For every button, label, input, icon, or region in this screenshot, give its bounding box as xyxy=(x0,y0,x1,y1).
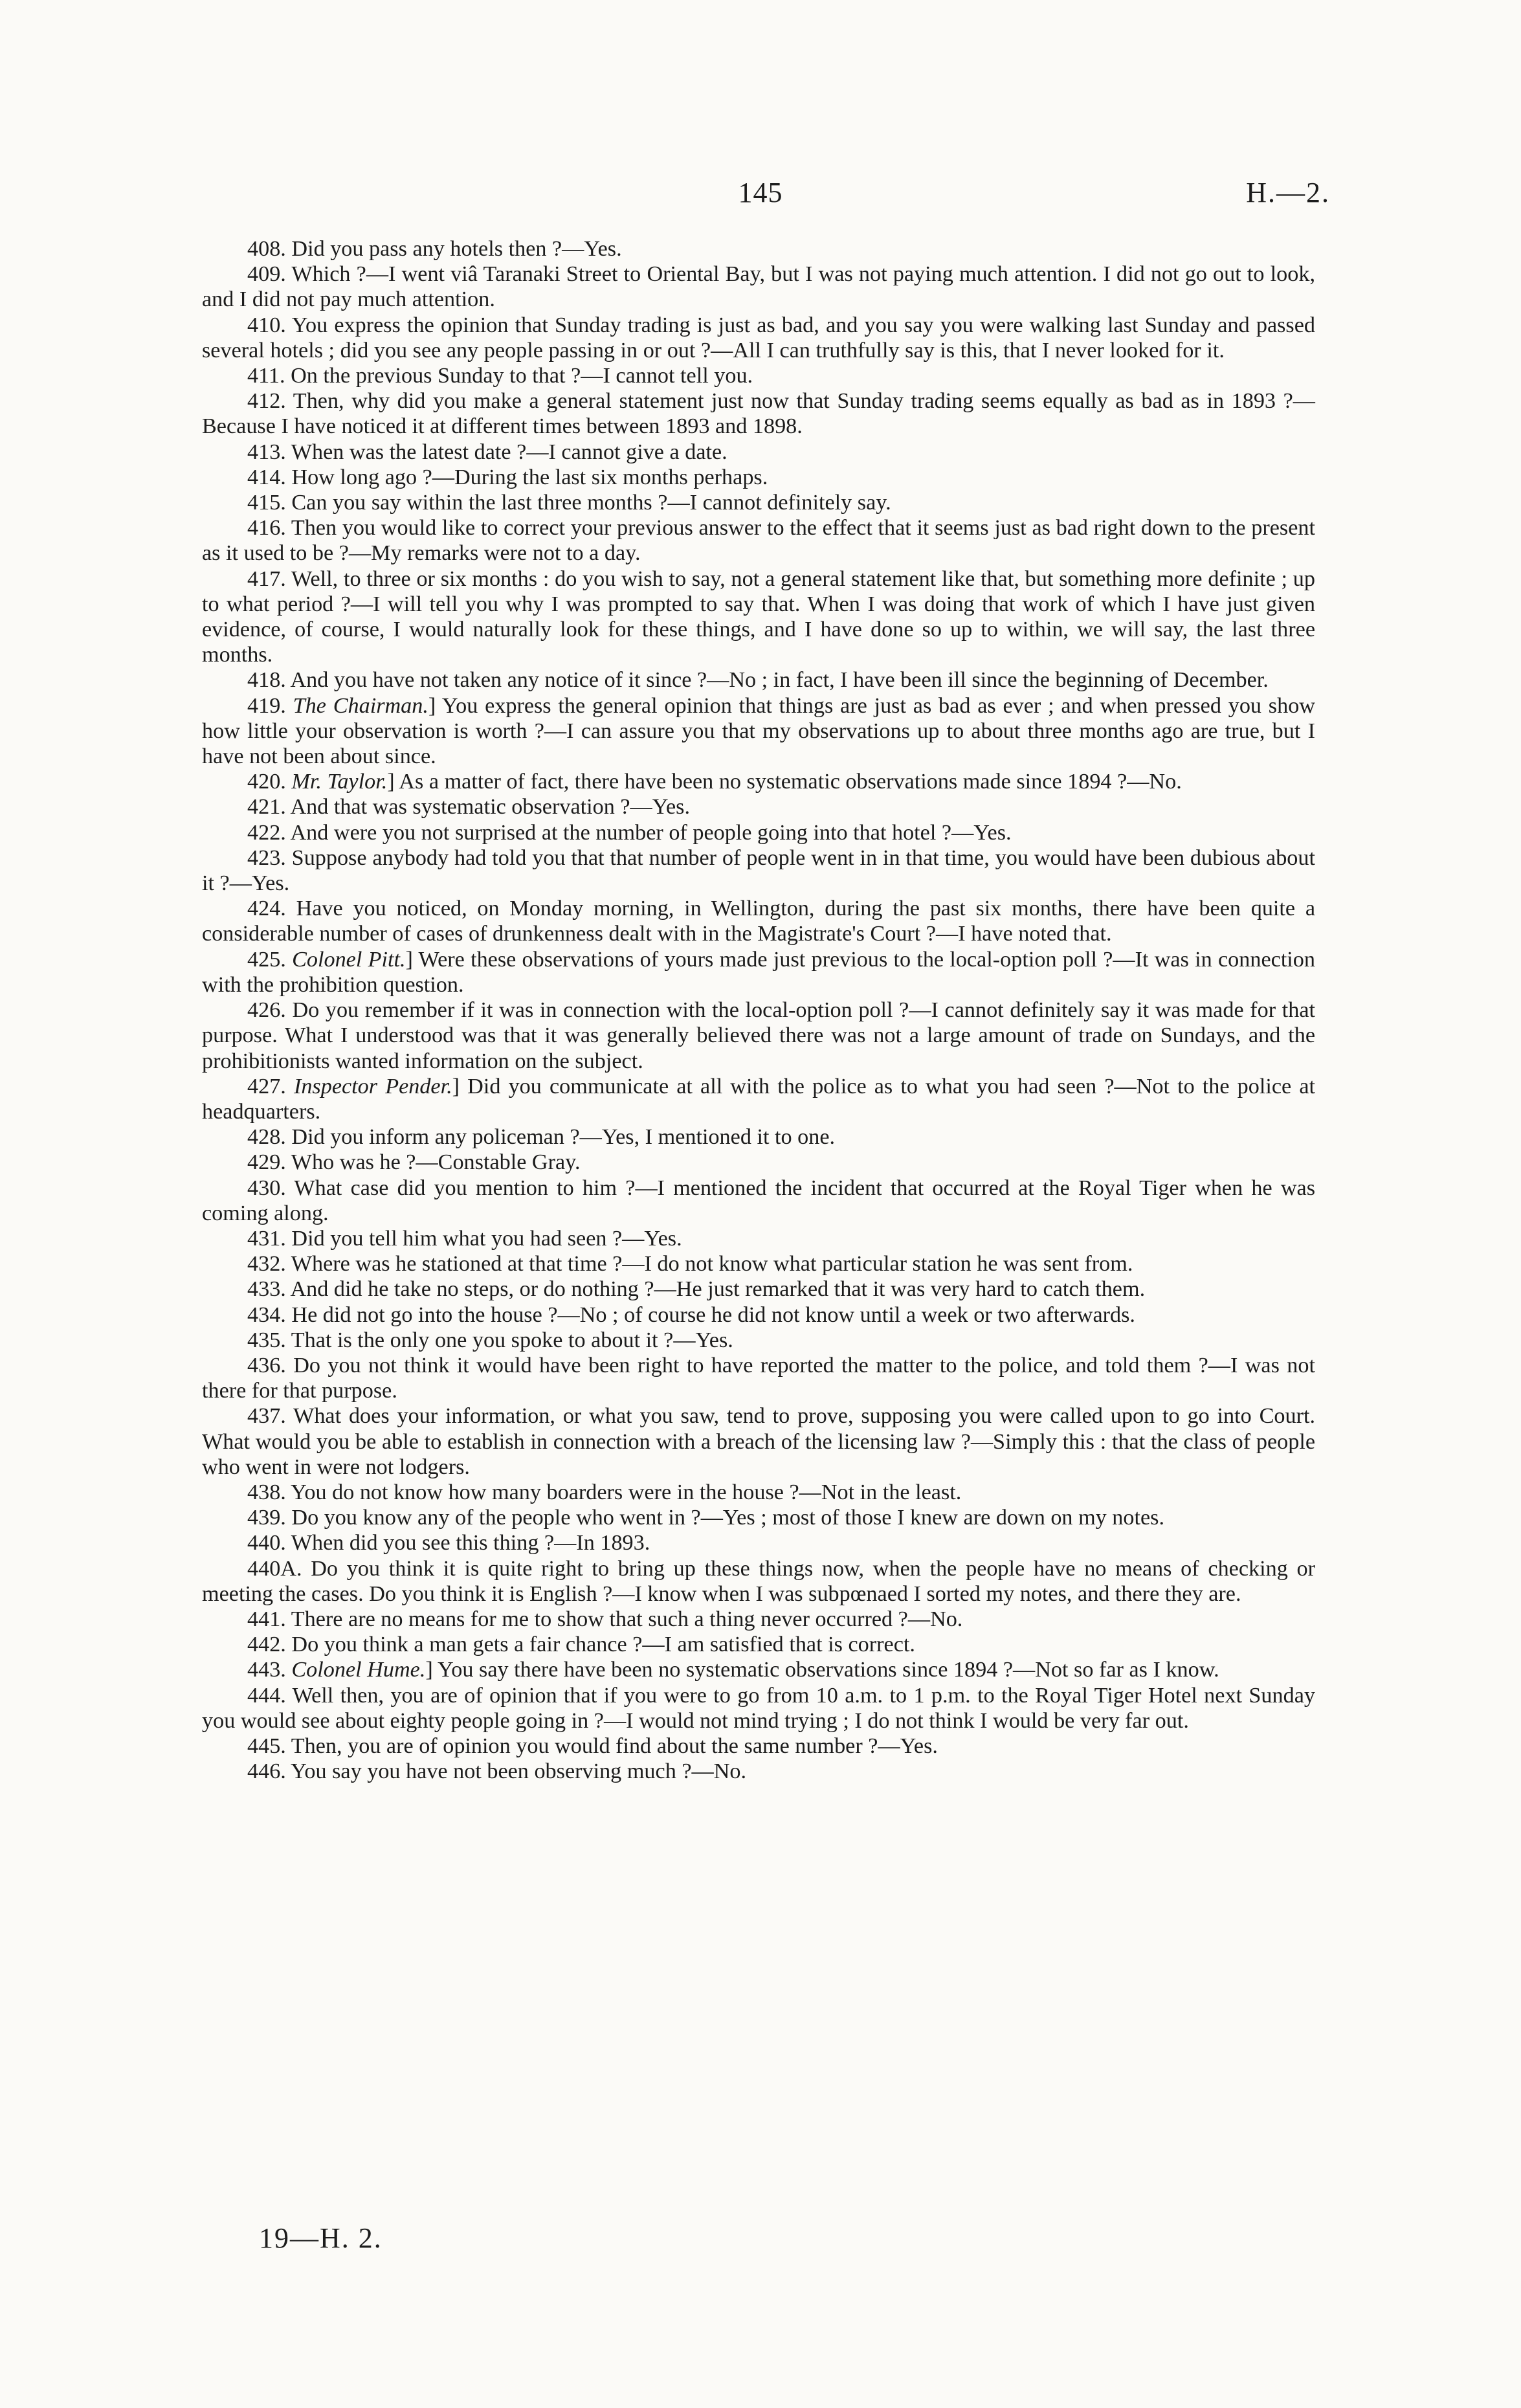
question-paragraph: 418. And you have not taken any notice of it since ?—No ; in fact, I have been ill since the beginning of December. xyxy=(247,668,1269,693)
question-paragraph: 432. Where was he stationed at that time ?—I do not know what particular station he was sent from. xyxy=(247,1252,1133,1276)
question-paragraph: 438. You do not know how many boarders were in the house ?—Not in the least. xyxy=(247,1480,962,1504)
question-paragraph: 412. Then, why did you make a general statement just now that Sunday trading seems equally as bad as in 1893 ?—Because I have noticed it at different times between 1893 and 1898. xyxy=(202,389,1315,439)
question-paragraph: 424. Have you noticed, on Monday morning, in Wellington, during the past six months, there have been quite a considerable number of cases of drunkenness dealt with in the Magistrate's Court ?—I have noted that. xyxy=(202,897,1315,946)
question-paragraph: 430. What case did you mention to him ?—I mentioned the incident that occurred at the Royal Tiger when he was coming along. xyxy=(202,1176,1315,1225)
sheet-signature: 19—H. 2. xyxy=(259,2222,383,2254)
question-paragraph: 435. That is the only one you spoke to about it ?—Yes. xyxy=(247,1328,733,1352)
speaker-name: Colonel Pitt. xyxy=(292,947,406,972)
question-paragraph: 422. And were you not surprised at the number of people going into that hotel ?—Yes. xyxy=(247,820,1012,845)
speaker-name: The Chairman. xyxy=(293,693,428,718)
question-paragraph: 443. Colonel Hume.] You say there have been no systematic observations since 1894 ?—Not so far as I know. xyxy=(247,1658,1219,1682)
question-paragraph: 431. Did you tell him what you had seen ?—Yes. xyxy=(247,1226,682,1251)
question-paragraph: 436. Do you not think it would have been right to have reported the matter to the police, and told them ?—I was not there for that purpose. xyxy=(202,1353,1315,1403)
question-paragraph: 444. Well then, you are of opinion that if you were to go from 10 a.m. to 1 p.m. to the Royal Tiger Hotel next Sunday you would see about eighty people going in ?—I would not mind trying ; I do not think I would be very far out. xyxy=(202,1683,1315,1733)
question-paragraph: 445. Then, you are of opinion you would find about the same number ?—Yes. xyxy=(247,1734,938,1758)
question-paragraph: 423. Suppose anybody had told you that that number of people went in in that time, you would have been dubious about it ?—Yes. xyxy=(202,845,1315,896)
question-paragraph: 440. When did you see this thing ?—In 1893. xyxy=(247,1531,650,1555)
question-paragraph: 414. How long ago ?—During the last six months perhaps. xyxy=(247,465,768,489)
page-number: 145 xyxy=(738,177,783,208)
question-paragraph: 427. Inspector Pender.] Did you communicate at all with the police as to what you had seen ?—Not to the police at headquarters. xyxy=(202,1074,1315,1124)
question-paragraph: 428. Did you inform any policeman ?—Yes, I mentioned it to one. xyxy=(247,1125,836,1150)
question-paragraph: 408. Did you pass any hotels then ?—Yes. xyxy=(247,237,622,261)
question-paragraph: 440A. Do you think it is quite right to bring up these things now, when the people have no means of checking or meeting the cases. Do you think it is English ?—I know when I was subpœnaed I sorted my notes, and there they are. xyxy=(202,1556,1315,1606)
question-paragraph: 429. Who was he ?—Constable Gray. xyxy=(247,1150,581,1175)
speaker-name: Colonel Hume. xyxy=(291,1658,426,1682)
question-paragraph: 419. The Chairman.] You express the general opinion that things are just as bad as ever ; and when pressed you show how little your observation is worth ?—I can assure you that my observations up to about three months ago are true, but I have not been about since. xyxy=(202,693,1315,769)
question-paragraph: 437. What does your information, or what you saw, tend to prove, supposing you were called upon to go into Court. What would you be able to establish in connection with a breach of the licensing law ?—Simply this : that the class of people who went in were not lodgers. xyxy=(202,1404,1315,1479)
speaker-name: Mr. Taylor. xyxy=(291,770,388,794)
question-paragraph: 411. On the previous Sunday to that ?—I cannot tell you. xyxy=(247,364,753,388)
question-paragraph: 425. Colonel Pitt.] Were these observations of yours made just previous to the local-option poll ?—It was in connection with the prohibition question. xyxy=(202,947,1315,997)
evidence-text xyxy=(202,236,1315,1784)
question-paragraph: 410. You express the opinion that Sunday trading is just as bad, and you say you were walking last Sunday and passed several hotels ; did you see any people passing in or out ?—All I can truthfully say is this, that I never looked for it. xyxy=(202,313,1315,362)
question-paragraph: 417. Well, to three or six months : do you wish to say, not a general statement like that, but something more definite ; up to what period ?—I will tell you why I was prompted to say that. When I was doing that work of which I have just given evidence, of course, I would naturally look for these things, and I have done so up to within, we will say, the last three months. xyxy=(202,566,1315,667)
question-paragraph: 416. Then you would like to correct your previous answer to the effect that it seems just as bad right down to the present as it used to be ?—My remarks were not to a day. xyxy=(202,516,1315,566)
question-paragraph: 413. When was the latest date ?—I cannot give a date. xyxy=(247,440,727,464)
question-paragraph: 409. Which ?—I went viâ Taranaki Street to Oriental Bay, but I was not paying much attention. I did not go out to look, and I did not pay much attention. xyxy=(202,262,1315,312)
question-paragraph: 433. And did he take no steps, or do nothing ?—He just remarked that it was very hard to catch them. xyxy=(247,1277,1146,1302)
question-paragraph: 446. You say you have not been observing much ?—No. xyxy=(247,1759,747,1784)
question-paragraph: 439. Do you know any of the people who went in ?—Yes ; most of those I knew are down on my notes. xyxy=(247,1506,1165,1530)
question-paragraph: 426. Do you remember if it was in connection with the local-option poll ?—I cannot definitely say it was made for that purpose. What I understood was that it was generally believed there was not a large amount of trade on Sundays, and the prohibitionists wanted information on the subject. xyxy=(202,998,1315,1073)
speaker-name: Inspector Pender. xyxy=(293,1074,452,1098)
question-paragraph: 420. Mr. Taylor.] As a matter of fact, there have been no systematic observations made since 1894 ?—No. xyxy=(247,770,1182,794)
question-paragraph: 421. And that was systematic observation ?—Yes. xyxy=(247,795,690,819)
question-paragraph: 415. Can you say within the last three months ?—I cannot definitely say. xyxy=(247,491,891,515)
question-paragraph: 434. He did not go into the house ?—No ; of course he did not know until a week or two afterwards. xyxy=(247,1302,1135,1327)
question-paragraph: 442. Do you think a man gets a fair chance ?—I am satisfied that is correct. xyxy=(247,1633,915,1657)
paper-code: H.—2. xyxy=(1246,177,1330,208)
question-paragraph: 441. There are no means for me to show that such a thing never occurred ?—No. xyxy=(247,1607,963,1631)
